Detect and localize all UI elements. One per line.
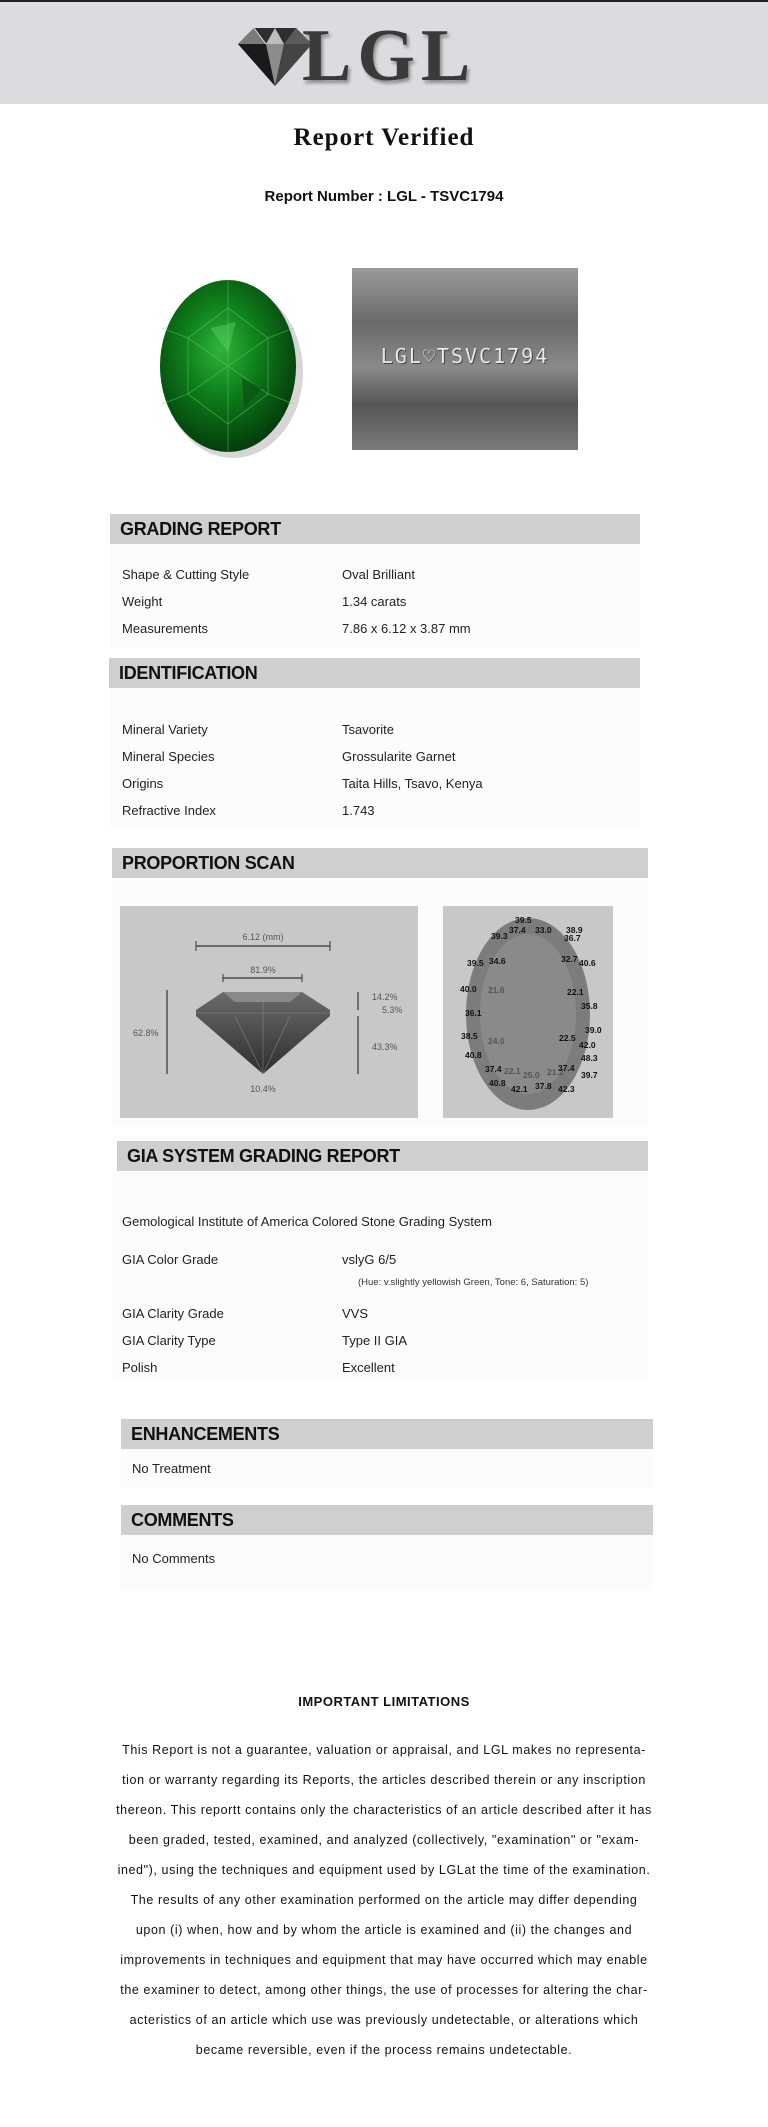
angle-reading: 21.6 [488, 985, 505, 995]
limitations-line: improvements in techniques and equipment that may have occurred which may enable [120, 1953, 648, 1967]
total-depth-label: 62.8% [133, 1028, 159, 1038]
angle-reading: 37.4 [558, 1063, 575, 1073]
logo-text: LGL [302, 15, 477, 97]
limitations-title: IMPORTANT LIMITATIONS [298, 1694, 470, 1709]
angle-reading: 39.3 [491, 931, 508, 941]
limitations-line: The results of any other examination performed on the article may differ depending [130, 1893, 638, 1907]
pavilion-depth-label: 43.3% [372, 1042, 398, 1052]
width-label: 6.12 (mm) [242, 932, 284, 942]
angle-reading: 22.5 [559, 1033, 576, 1043]
row-value: Tsavorite [342, 722, 395, 737]
crown-height-label: 14.2% [372, 992, 398, 1002]
limitations-line: became reversible, even if the process remains undetectable. [195, 2043, 573, 2057]
angle-reading: 48.3 [581, 1053, 598, 1063]
comments-text: No Comments [132, 1551, 216, 1566]
row-label: Weight [122, 594, 163, 609]
angle-reading: 40.8 [489, 1078, 506, 1088]
angle-reading: 36.1 [465, 1008, 482, 1018]
enhancements-text: No Treatment [132, 1461, 211, 1476]
row-value: Oval Brilliant [342, 567, 415, 582]
row-value: Excellent [342, 1360, 395, 1375]
comments-heading: COMMENTS [121, 1505, 653, 1535]
inscription-text: LGL♡TSVC1794 [380, 344, 550, 368]
row-label: Origins [122, 776, 164, 791]
angle-reading: 34.6 [489, 956, 506, 966]
row-value: 7.86 x 6.12 x 3.87 mm [342, 621, 471, 636]
gia-heading: GIA SYSTEM GRADING REPORT [117, 1141, 648, 1171]
limitations-line: thereon. This reportt contains only the characteristics of an article described after it has [116, 1803, 652, 1817]
limitations-line: acteristics of an article which use was previously undetectable, or alterations which [129, 2013, 639, 2027]
limitations-line: tion or warranty regarding its Reports, the articles described therein or any inscription [122, 1773, 646, 1787]
angle-reading: 42.0 [579, 1040, 596, 1050]
limitations-line: This Report is not a guarantee, valuation or appraisal, and LGL makes no representa- [122, 1743, 646, 1757]
angle-reading: 35.8 [581, 1001, 598, 1011]
row-label: Measurements [122, 621, 208, 636]
row-label: GIA Color Grade [122, 1252, 219, 1267]
angle-reading: 33.0 [535, 925, 552, 935]
angle-reading: 40.8 [465, 1050, 482, 1060]
row-label: Refractive Index [122, 803, 216, 818]
inscription-photo [352, 268, 578, 450]
gia-system-text: Gemological Institute of America Colored Stone Grading System [122, 1214, 492, 1229]
row-value: Type II GIA [342, 1333, 408, 1348]
proportion-scan-heading: PROPORTION SCAN [112, 848, 648, 878]
row-value: VVS [342, 1306, 369, 1321]
angle-reading: 39.7 [581, 1070, 598, 1080]
row-value: vslyG 6/5 [342, 1252, 397, 1267]
angle-reading: 40.0 [460, 984, 477, 994]
angle-reading: 22.1 [504, 1066, 521, 1076]
grading-report-heading: GRADING REPORT [110, 514, 640, 544]
table-pct-label: 81.9% [250, 965, 276, 975]
angle-reading: 39.0 [585, 1025, 602, 1035]
row-label: Mineral Variety [122, 722, 208, 737]
page-title: Report Verified [293, 124, 475, 151]
row-value: 1.34 carats [342, 594, 407, 609]
report-number: Report Number : LGL - TSVC1794 [264, 188, 504, 205]
limitations-body [110, 1735, 658, 2065]
angle-reading: 40.6 [579, 958, 596, 968]
angle-reading: 38.5 [461, 1031, 478, 1041]
proportion-profile-diagram [120, 906, 418, 1118]
angle-reading: 37.4 [509, 925, 526, 935]
angle-reading: 22.1 [567, 987, 584, 997]
gemstone-photo [132, 268, 328, 464]
limitations-line: ined"), using the techniques and equipment used by LGLat the time of the examination. [117, 1863, 651, 1877]
row-label: GIA Clarity Type [122, 1333, 216, 1348]
angle-reading: 39.5 [467, 958, 484, 968]
limitations-line: upon (i) when, how and by whom the article is examined and (ii) the changes and [135, 1923, 633, 1937]
angle-reading: 42.1 [511, 1084, 528, 1094]
angle-reading: 24.0 [488, 1036, 505, 1046]
row-label: Polish [122, 1360, 158, 1375]
angle-reading: 21.2 [547, 1067, 564, 1077]
row-label: GIA Clarity Grade [122, 1306, 224, 1321]
enhancements-heading: ENHANCEMENTS [121, 1419, 653, 1449]
angle-reading: 25.0 [523, 1070, 540, 1080]
angle-reading: 36.7 [564, 933, 581, 943]
angle-reading: 39.5 [515, 915, 532, 925]
angle-reading: 37.4 [485, 1064, 502, 1074]
row-value: Taita Hills, Tsavo, Kenya [342, 776, 483, 791]
limitations-line: been graded, tested, examined, and analyzed (collectively, "examination" or "exam- [128, 1833, 640, 1847]
lgl-logo [232, 16, 492, 96]
angle-reading: 38.9 [566, 925, 583, 935]
girdle-label: 10.4% [250, 1084, 276, 1094]
limitations-line: the examiner to detect, among other things, the use of processes for altering the char- [120, 1983, 648, 1997]
angle-reading: 32.7 [561, 954, 578, 964]
identification-heading: IDENTIFICATION [109, 658, 640, 688]
row-value: Grossularite Garnet [342, 749, 456, 764]
proportion-top-view-diagram [443, 906, 613, 1118]
color-grade-note: (Hue: v.slightly yellowish Green, Tone: 6, Saturation: 5) [358, 1277, 589, 1288]
angle-reading: 37.8 [535, 1081, 552, 1091]
row-label: Mineral Species [122, 749, 215, 764]
row-label: Shape & Cutting Style [122, 567, 250, 582]
row-value: 1.743 [342, 803, 375, 818]
header-bar [0, 0, 768, 104]
crown-angle-label: 5.3% [382, 1005, 403, 1015]
angle-reading: 42.3 [558, 1084, 575, 1094]
